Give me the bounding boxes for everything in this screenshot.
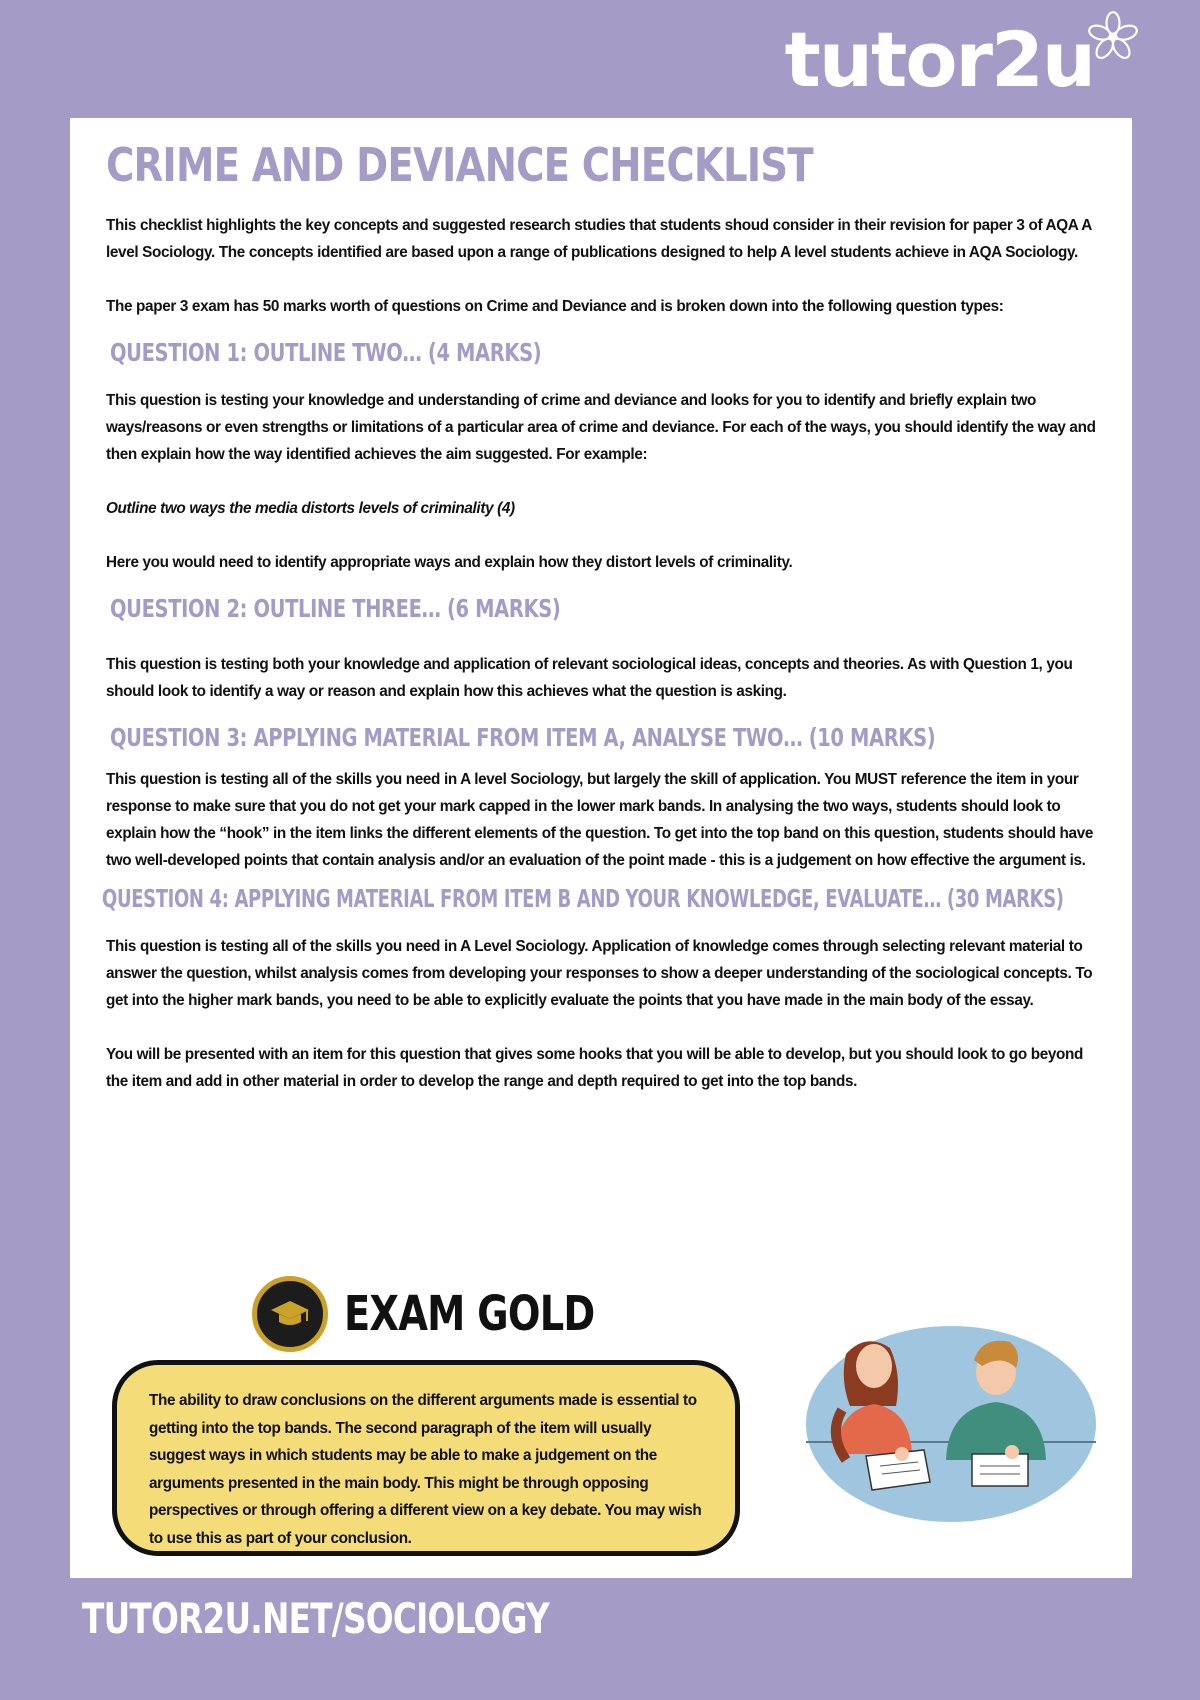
content-sheet — [70, 118, 1132, 1578]
question-3-text: This question is testing all of the skills you need in A level Sociology, but largely the skill of application. You MUST reference the item in your response to make sure that you do not get your mark capped in the lower mark bands. In analysing the two ways, students should look to explain how the “hook” in the item links the different elements of the question. To get into the top band on this question, students should have two well-developed points that contain analysis and/or an evaluation of the point made - this is a judgement on how effective the argument is. — [106, 771, 1094, 869]
exam-gold-box — [112, 1360, 740, 1556]
exam-gold-label: EXAM GOLD — [344, 1286, 595, 1342]
logo-text: tutor2u — [784, 15, 1094, 104]
question-1-heading: QUESTION 1: OUTLINE TWO… (4 MARKS) — [110, 338, 542, 367]
exam-gold-text: The ability to draw conclusions on the different arguments made is essential to getting into the top bands. The second paragraph of the item will usually suggest ways in which students may be able to make a judgement on the arguments presented in the main body. This might be through opposing perspectives or through offering a different view on a key debate. You may wish to use this as part of your conclusion. — [149, 1392, 702, 1547]
question-2-heading: QUESTION 2: OUTLINE THREE… (6 MARKS) — [110, 594, 561, 623]
tutor2u-logo — [784, 15, 1140, 104]
page-title: CRIME AND DEVIANCE CHECKLIST — [106, 138, 813, 192]
intro-paragraph-1: This checklist highlights the key concepts and suggested research studies that students shoud consider in their revision for paper 3 of AQA A level Sociology. The concepts identified are based upon a range of publications designed to help A level students achieve in AQA Sociology. — [106, 217, 1092, 261]
flower-icon — [1086, 10, 1140, 64]
question-4-text-2: You will be presented with an item for this question that gives some hooks that you will be able to develop, but you should look to go beyond the item and add in other material in order to develop the range and depth required to get into the top bands. — [106, 1046, 1084, 1090]
question-4-heading: QUESTION 4: APPLYING MATERIAL FROM ITEM B AND YOUR KNOWLEDGE, EVALUATE… (30 MARKS) — [102, 884, 1064, 913]
exam-gold-badge — [252, 1276, 657, 1352]
question-2-text: This question is testing both your knowledge and application of relevant sociological ideas, concepts and theories. As with Question 1, you should look to identify a way or reason and explain how this achieves what the question is asking. — [106, 656, 1073, 700]
question-4-text: This question is testing all of the skills you need in A Level Sociology. Application of knowledge comes through selecting relevant material to answer the question, whilst analysis comes from developing your responses to show a deeper understanding of the sociological concepts. To get into the higher mark bands, you need to be able to explicitly evaluate the points that you have made in the main body of the essay. — [106, 938, 1093, 1009]
intro-paragraph-2: The paper 3 exam has 50 marks worth of questions on Crime and Deviance and is broken down into the following question types: — [106, 298, 1004, 315]
students-writing-illustration — [806, 1314, 1096, 1524]
graduation-cap-icon — [252, 1276, 328, 1352]
question-1-example: Outline two ways the media distorts levels of criminality (4) — [106, 500, 515, 517]
footer-url: TUTOR2U.NET/SOCIOLOGY — [82, 1594, 549, 1643]
question-1-after: Here you would need to identify appropriate ways and explain how they distort levels of criminality. — [106, 554, 793, 571]
question-3-heading: QUESTION 3: APPLYING MATERIAL FROM ITEM A, ANALYSE TWO… (10 MARKS) — [110, 723, 936, 752]
question-1-text: This question is testing your knowledge and understanding of crime and deviance and looks for you to identify and briefly explain two ways/reasons or even strengths or limitations of a particular area of crime and deviance. For each of the ways, you should identify the way and then explain how the way identified achieves the aim suggested. For example: — [106, 392, 1096, 463]
